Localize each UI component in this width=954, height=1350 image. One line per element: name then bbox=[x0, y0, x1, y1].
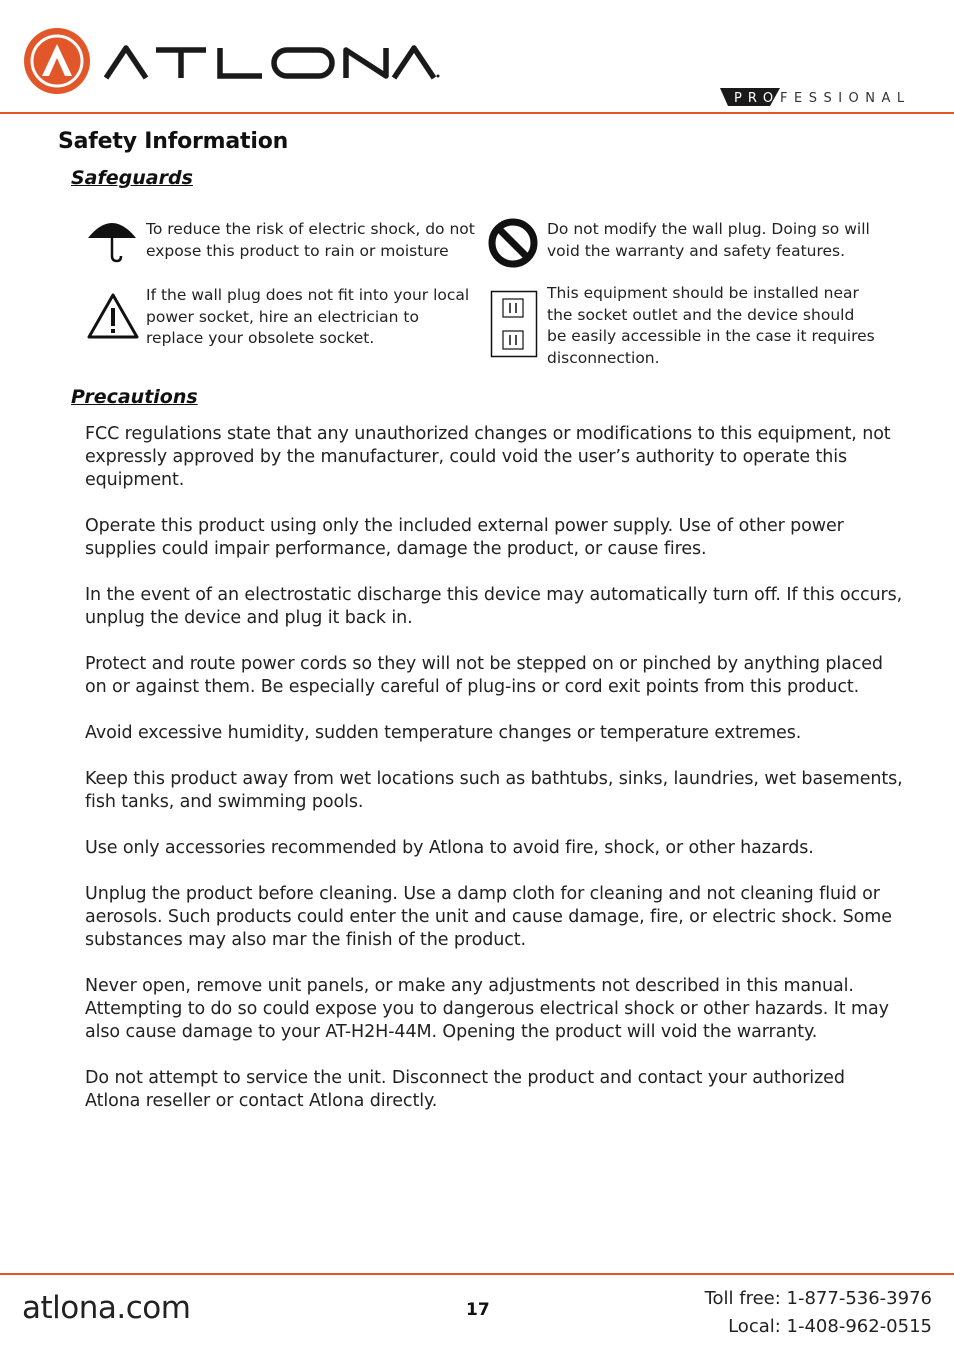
precaution-item: Operate this product using only the included external power supply. Use of other power supplies could impair performance, damage the product, or cause fires. bbox=[85, 516, 844, 559]
precautions-list bbox=[85, 423, 905, 1136]
wall-outlet-icon bbox=[490, 290, 538, 362]
safeguard-plug-text: Do not modify the wall plug. Doing so will void the warranty and safety features. bbox=[547, 220, 870, 260]
atlona-wordmark bbox=[104, 44, 440, 82]
page-title: Safety Information bbox=[58, 129, 289, 154]
precaution-item: In the event of an electrostatic discharge this device may automatically turn off. If this occurs, unplug the device and plug it back in. bbox=[85, 585, 903, 628]
precaution-item: Avoid excessive humidity, sudden temperature changes or temperature extremes. bbox=[85, 723, 802, 743]
warning-triangle-icon bbox=[86, 292, 140, 344]
safeguard-outlet-text: This equipment should be installed near the socket outlet and the device should be easily accessible in the case it requires disconnection. bbox=[547, 284, 875, 367]
professional-tagline bbox=[720, 86, 934, 108]
precautions-heading: Precautions bbox=[71, 386, 198, 408]
precaution-item: Keep this product away from wet locations such as bathtubs, sinks, laundries, wet basements, fish tanks, and swimming pools. bbox=[85, 769, 903, 812]
footer-website-link[interactable]: atlona.com bbox=[22, 1290, 191, 1326]
safeguards-heading: Safeguards bbox=[71, 167, 193, 189]
svg-text:PRO: PRO bbox=[734, 91, 780, 106]
safeguard-socket-text: If the wall plug does not fit into your local power socket, hire an electrician to replace your obsolete socket. bbox=[146, 286, 470, 347]
page-number: 17 bbox=[466, 1300, 490, 1320]
atlona-logo-mark bbox=[22, 26, 92, 96]
precaution-item: Use only accessories recommended by Atlona to avoid fire, shock, or other hazards. bbox=[85, 838, 814, 858]
toll-free-phone: Toll free: 1-877-536-3976 bbox=[704, 1288, 932, 1309]
safeguard-rain-text: To reduce the risk of electric shock, do not expose this product to rain or moisture bbox=[146, 220, 475, 260]
precaution-item: FCC regulations state that any unauthorized changes or modifications to this equipment, not expressly approved by the manufacturer, could void the user’s authority to operate this equipment. bbox=[85, 424, 891, 490]
precaution-item: Unplug the product before cleaning. Use a damp cloth for cleaning and not cleaning fluid or aerosols. Such products could enter the unit and cause damage, fire, or electric shock. Some substances may also mar the finish of the product. bbox=[85, 884, 892, 950]
svg-text:FESSIONAL: FESSIONAL bbox=[780, 91, 911, 106]
prohibited-icon bbox=[487, 217, 539, 273]
local-phone: Local: 1-408-962-0515 bbox=[728, 1316, 932, 1337]
precaution-item: Do not attempt to service the unit. Disconnect the product and contact your authorized Atlona reseller or contact Atlona directly. bbox=[85, 1068, 845, 1111]
footer-divider bbox=[0, 1273, 954, 1275]
precaution-item: Protect and route power cords so they will not be stepped on or pinched by anything placed on or against them. Be especially careful of plug-ins or cord exit points from this product. bbox=[85, 654, 883, 697]
precaution-item: Never open, remove unit panels, or make any adjustments not described in this manual. Attempting to do so could expose you to dangerous electrical shock or other hazards. It may also cause damage to your AT-H2H-44M. Opening the product will void the warranty. bbox=[85, 976, 889, 1042]
header-divider bbox=[0, 112, 954, 114]
umbrella-icon bbox=[86, 214, 138, 268]
